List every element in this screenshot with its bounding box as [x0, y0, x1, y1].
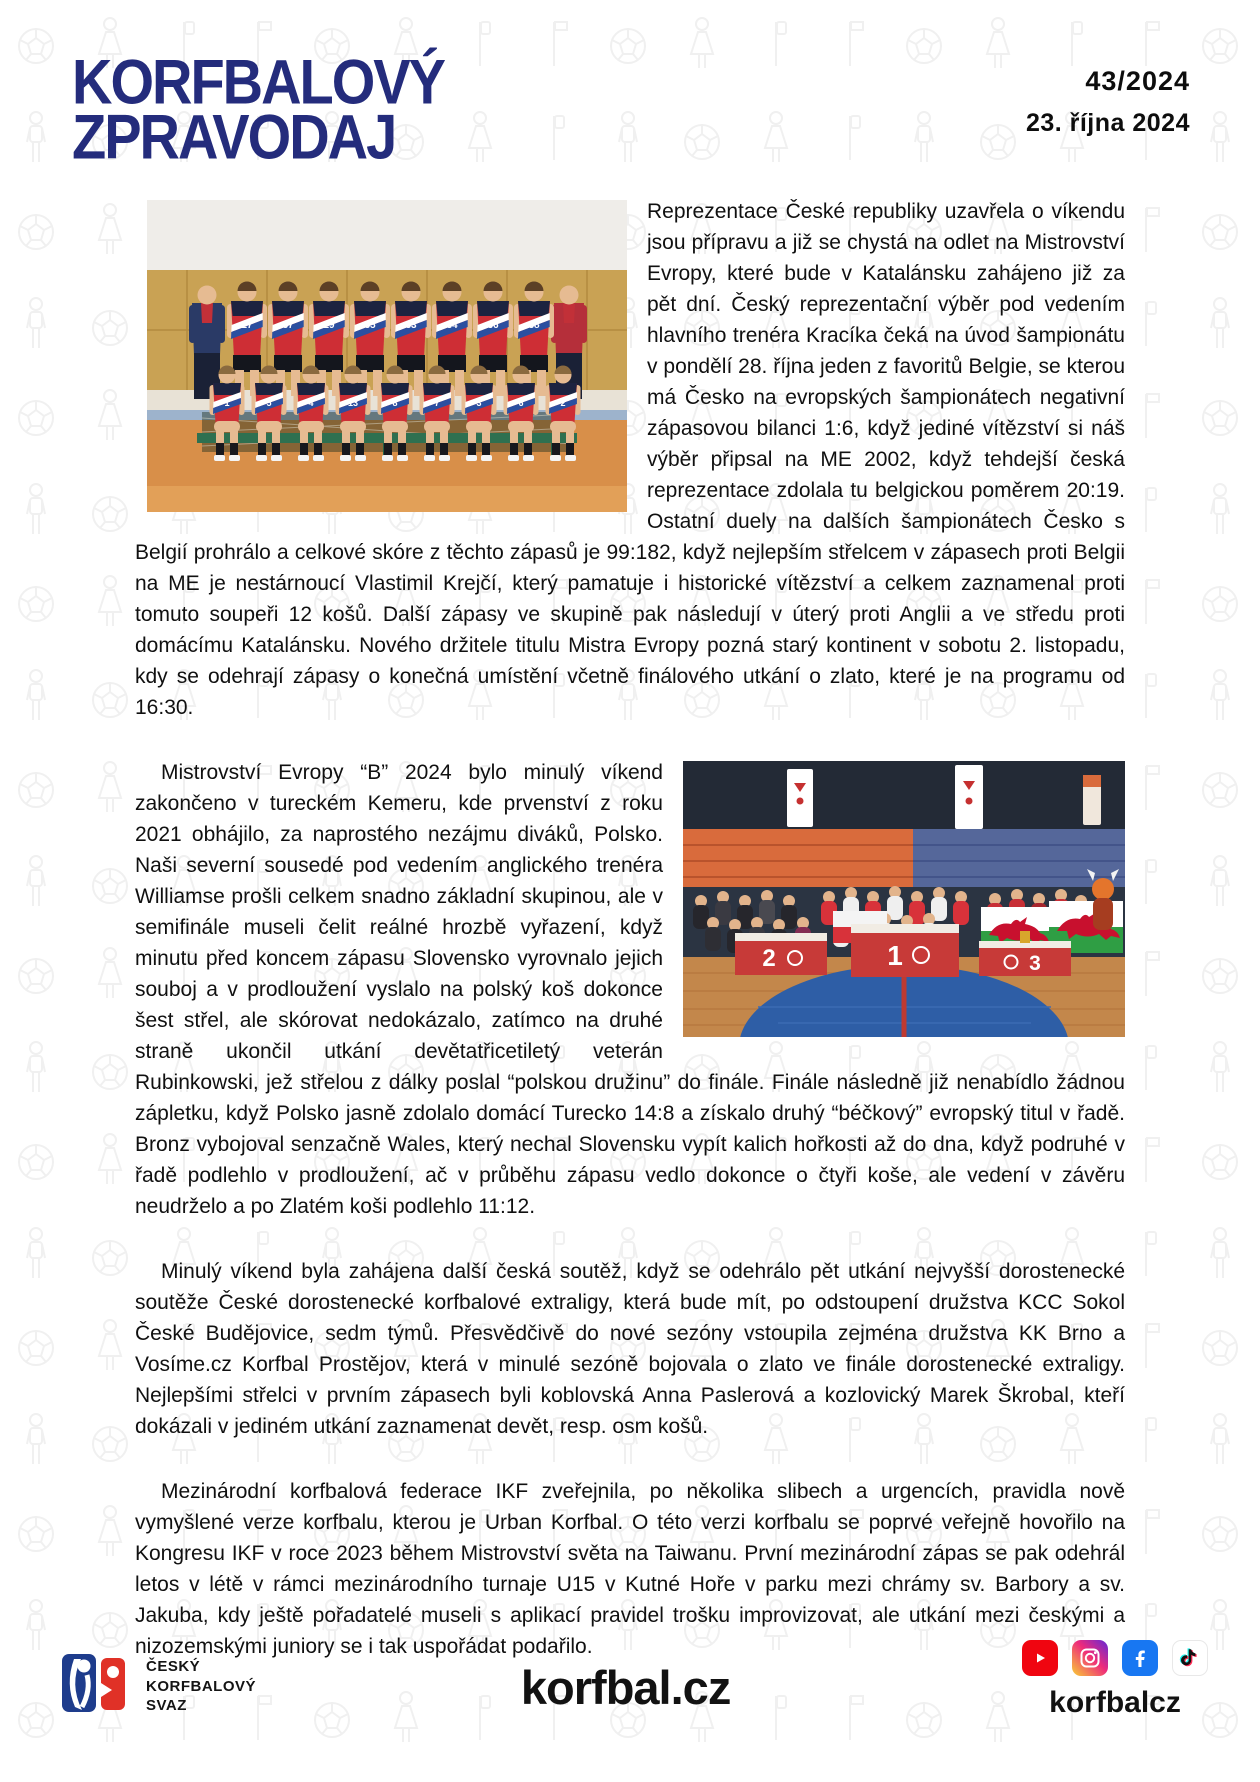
social-block	[1022, 1640, 1208, 1720]
facebook-icon[interactable]	[1122, 1640, 1158, 1676]
svg-text:3: 3	[1029, 951, 1041, 975]
svg-text:37: 37	[282, 319, 294, 331]
svg-text:6: 6	[518, 397, 524, 408]
svg-text:3: 3	[476, 397, 482, 408]
svg-text:36: 36	[487, 319, 499, 331]
article-4-text: Mezinárodní korfbalová federace IKF zveřejnila, po několika slibech a urgencích, pravidla nově vymyšlené verze korfbalu, kterou je Urban Korfbal. O této verzi korfbalu se poprvé veřejně hovořilo na Kongresu IKF v roce 2023 během Mistrovství světa na Taiwanu. První mezinárodní zápas se pak odehrál letos v létě v rámci mezinárodního turnaje U15 v Kutné Hoře v parku mezi chrámy sv. Barbory a sv. Jakuba, kdy ještě pořadatelé museli s aplikací pravidel trošku improvizovat, ale utkání mezi českými a nizozemskými juniory se i tak uspořádat podařilo.	[135, 1479, 1125, 1658]
page-title	[72, 46, 444, 172]
article-1	[135, 196, 1125, 723]
federation-name-line-3: SVAZ	[146, 1697, 187, 1715]
svg-text:1: 1	[887, 939, 903, 971]
federation-name-line-1: ČESKÝ	[146, 1658, 201, 1676]
issue-number: 43/2024	[1085, 66, 1190, 96]
article-2	[135, 757, 1125, 1222]
federation-logo-block	[60, 1652, 256, 1721]
issue-date: 23. října 2024	[1025, 109, 1190, 137]
svg-text:7: 7	[434, 397, 440, 408]
svg-text:13: 13	[347, 397, 359, 408]
svg-text:35: 35	[364, 319, 376, 331]
federation-name	[146, 1657, 256, 1716]
svg-text:4: 4	[308, 397, 314, 408]
svg-text:5: 5	[266, 397, 272, 408]
article-3	[135, 1256, 1125, 1442]
article-3-text: Minulý víkend byla zahájena další česká soutěž, když se odehrálo pět utkání nejvyšší dorostenecké soutěže České dorostenecké korfbalové extraligy, která bude mít, po odstoupení družstva KCC Sokol České Budějovice, sedm týmů. Přesvědčivě do nové sezóny vstoupila zejména družstva KK Brno a Vosíme.cz Korfbal Prostějov, která v minulé sezóně bojovala o zlato ve finále dorostenecké extraligy. Nejlepšími střelci v prvním zápasech byli koblovská Anna Paslerová a kozlovický Marek Škrobal, kteří dokázali v jediném utkání zaznamenat devět, resp. osm košů.	[135, 1259, 1125, 1438]
footer	[60, 1634, 1208, 1758]
title-line-2: ZPRAVODAJ	[72, 101, 396, 172]
federation-name-line-2: KORFBALOVÝ	[146, 1677, 256, 1695]
svg-text:29: 29	[323, 319, 335, 331]
social-handle: korfbalcz	[1049, 1686, 1181, 1719]
instagram-icon[interactable]	[1072, 1640, 1108, 1676]
website-wordmark: korfbal.cz	[520, 1661, 731, 1714]
article-1-text: Reprezentace České republiky uzavřela o víkendu jsou přípravu a již se chystá na odlet na Mistrovství Evropy, které bude v Katalánsku zahájeno již za pět dní. Český reprezentační výběr pod vedením hlavního trenéra Kracíka čeká na úvod šampionátu v pondělí 28. října jeden z favoritů Belgie, se kterou má Česko na evropských šampionátech negativní zápasovou bilanci 1:6, když jediné vítězství si náš výběr připsal na ME 2002, když tehdejší česká reprezentace zdolala tu belgickou poměrem 20:19. Ostatní duely na dalších šampionátech Česko s Belgií prohrálo a celkové skóre z těchto zápasů je 99:182, když nejlepším střelcem v zápasech proti Belgii na ME je nestárnoucí Vlastimil Krejčí, který pamatuje i historické vítězství a celkem zaznamenal proti tomuto soupeři 12 košů. Další zápasy ve skupině pak následují v úterý proti Anglii a ve středu proti domácímu Katalánsku. Nového držitele titulu Mistra Evropy pozná starý kontinent v sobotu 2. listopadu, kdy se odehrají zápasy o konečná umístění včetně finálového utkání o zlato, které je na programu od 16:30.	[135, 199, 1125, 719]
svg-text:27: 27	[241, 319, 253, 331]
podium-photo	[683, 761, 1125, 1037]
team-photo	[147, 200, 627, 512]
svg-text:8: 8	[392, 397, 398, 408]
article-area	[135, 196, 1125, 1662]
svg-text:34: 34	[446, 319, 458, 331]
svg-text:2: 2	[560, 397, 566, 408]
youtube-icon[interactable]	[1022, 1640, 1058, 1676]
svg-text:2: 2	[762, 944, 776, 972]
header	[0, 0, 1260, 172]
title-line-1: KORFBALOVÝ	[72, 46, 444, 117]
cks-logo-icon	[60, 1652, 130, 1721]
social-icons-row	[1022, 1640, 1208, 1676]
tiktok-icon[interactable]	[1172, 1640, 1208, 1676]
svg-text:38: 38	[528, 319, 540, 331]
svg-text:1: 1	[224, 397, 230, 408]
issue-block	[1026, 66, 1190, 138]
article-2-text: Mistrovství Evropy “B” 2024 bylo minulý víkend zakončeno v tureckém Kemeru, kde prvenství z roku 2021 obhájilo, za naprostého nezájmu diváků, Polsko. Naši severní sousedé pod vedením anglického trenéra Williamse prošli celkem snadno základní skupinou, ale v semifinále museli čelit reálné hrozbě vyřazení, když minutu před koncem zápasu Slovensko vyrovnalo jejich souboj a v prodloužení vyslalo na polský koš dokonce šest střel, ale skórovat nedokázalo, zatímco na druhé straně ukončil utkání devětatřicetiletý veterán Rubinkowski, jež střelou z dálky poslal “polskou družinu” do finále. Finále následně již nenabídlo žádnou zápletku, když Polsko jasně zdolalo domácí Turecko 14:8 a získalo druhý “béčkový” evropský titul v řadě. Bronz vybojoval senzačně Wales, který nechal Slovensku vypít kalich hořkosti až do dna, když podruhé v řadě podlehlo v prodloužení, ač v průběhu zápasu vedlo dokonce o čtyři koše, ale vedení v závěru neudrželo a po Zlatém koši podlehlo 11:12.	[135, 760, 1125, 1218]
svg-text:33: 33	[405, 319, 417, 331]
